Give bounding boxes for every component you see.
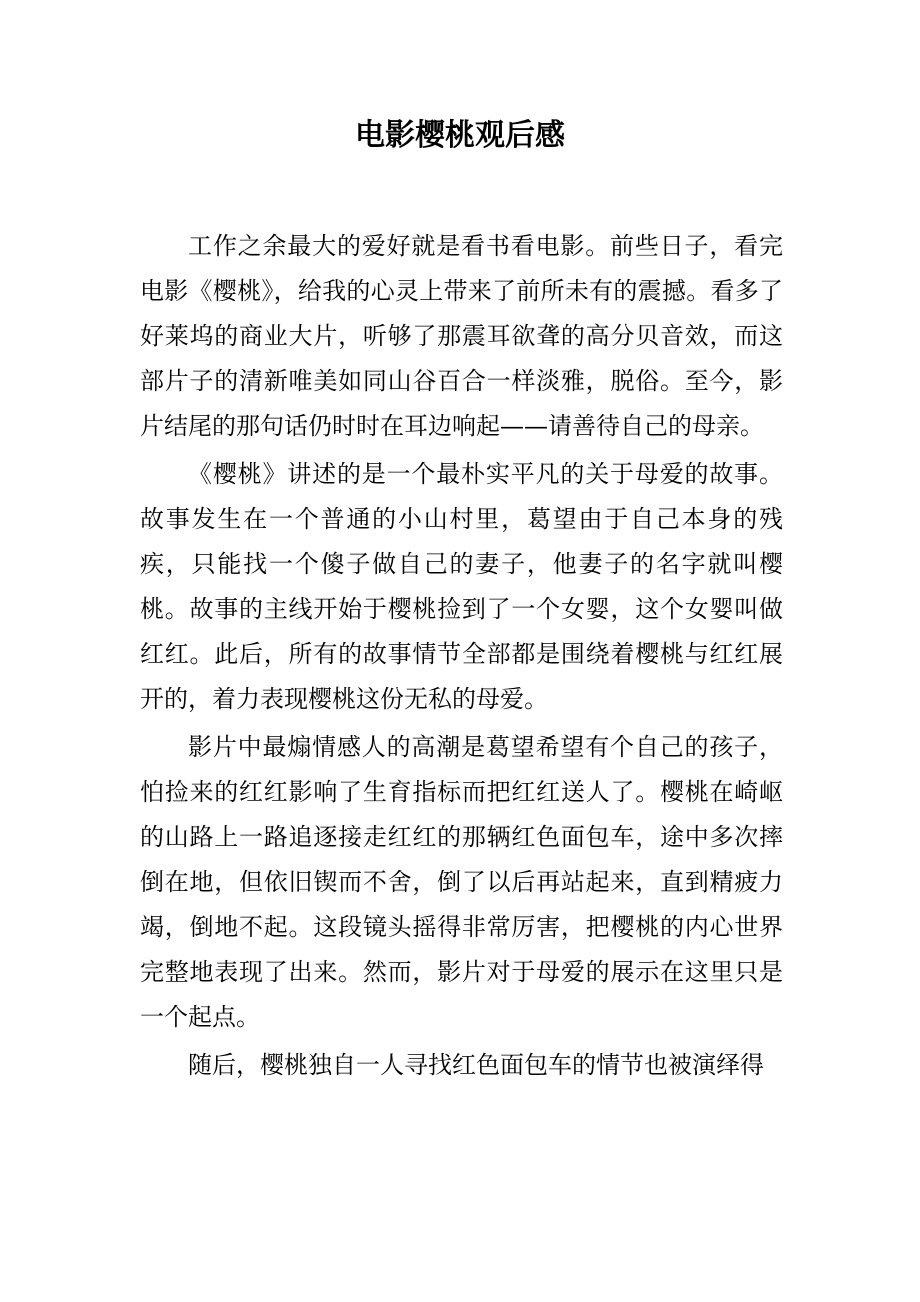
paragraph-1: 工作之余最大的爱好就是看书看电影。前些日子，看完电影《樱桃》，给我的心灵上带来了前所未有的震撼。看多了好莱坞的商业大片，听够了那震耳欲聋的高分贝音效，而这部片子的清新唯美如同山谷百合一样淡雅，脱俗。至今，影片结尾的那句话仍时时在耳边响起——请善待自己的母亲。: [140, 232, 783, 440]
paragraph-2: 《樱桃》讲述的是一个最朴实平凡的关于母爱的故事。故事发生在一个普通的小山村里，葛望由于自己本身的残疾，只能找一个傻子做自己的妻子，他妻子的名字就叫樱桃。故事的主线开始于樱桃捡到了一个女婴，这个女婴叫做红红。此后，所有的故事情节全部都是围绕着樱桃与红红展开的，着力表现樱桃这份无私的母爱。: [140, 460, 783, 713]
paragraph-4: 随后，樱桃独自一人寻找红色面包车的情节也被演绎得: [188, 1051, 764, 1079]
document-title: 电影樱桃观后感: [355, 118, 565, 153]
paragraph-3: 影片中最煽情感人的高潮是葛望希望有个自己的孩子，怕捡来的红红影响了生育指标而把红红送人了。樱桃在崎岖的山路上一路追逐接走红红的那辆红色面包车，途中多次摔倒在地，但依旧锲而不舍，倒了以后再站起来，直到精疲力竭，倒地不起。这段镜头摇得非常厉害，把樱桃的内心世界完整地表现了出来。然而，影片对于母爱的展示在这里只是一个起点。: [140, 733, 783, 1031]
document-body: [140, 224, 783, 1091]
